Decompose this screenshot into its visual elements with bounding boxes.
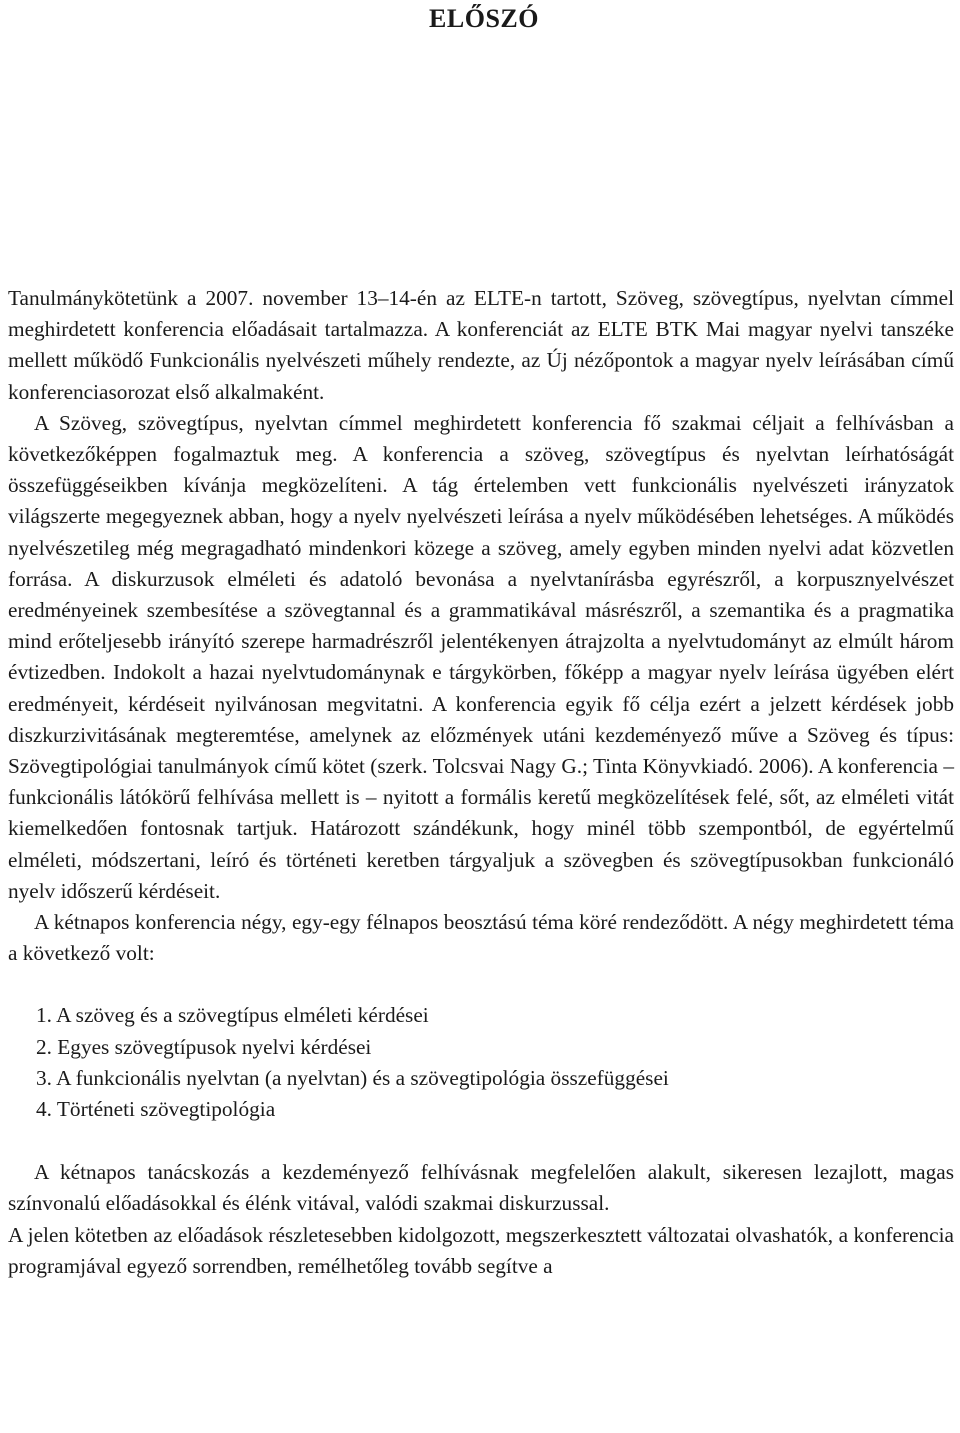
paragraph-intro: Tanulmánykötetünk a 2007. november 13–14-én az ELTE-n tartott, Szöveg, szövegtípus, nyelvtan címmel meghirdetett konferencia előadásait tartalmazza. A konferenciát az ELTE BTK Mai magyar nyelvi tanszéke mellett működő Funkcionális nyelvészeti műhely rendezte, az Új nézőpontok a magyar nyelv leírásában című konferenciasorozat első alkalmaként.	[8, 286, 954, 404]
list-item: 3. A funkcionális nyelvtan (a nyelvtan) és a szövegtipológia összefüggései	[36, 1065, 669, 1090]
paragraph-outcome: A kétnapos tanácskozás a kezdeményező felhívásnak megfelelően alakult, sikeresen lezajlott, magas színvonalú előadásokkal és élénk vitával, valódi szakmai diskurzussal.	[8, 1160, 954, 1216]
list-item: 4. Történeti szövegtipológia	[36, 1097, 276, 1122]
topic-list	[8, 1000, 954, 1125]
paragraph-goals: A Szöveg, szövegtípus, nyelvtan címmel meghirdetett konferencia fő szakmai céljait a felhívásban a következőképpen fogalmaztuk meg. A konferencia a szöveg, szövegtípus és nyelvtan leírhatóságát összefüggéseikben kívánja megközelíteni. A tág értelemben vett funkcionális nyelvészeti irányzatok világszerte megegyeznek abban, hogy a nyelv nyelvészeti leírása a nyelv működésében lehetséges. A működés nyelvészetileg még megragadható mindenkori közege a szöveg, amely egyben minden nyelvi adat közvetlen forrása. A diskurzusok elméleti és adatoló bevonása a nyelvtanírásba egyrészről, a korpusznyelvészet eredményeinek szembesítése a szövegtannal és a grammatikával másrészről, a szemantika és a pragmatika mind erőteljesebb irányító szerepe harmadrészről jelentékenyen átrajzolta a nyelvtudományt az elmúlt három évtizedben. Indokolt a hazai nyelvtudománynak e tárgykörben, főképp a magyar nyelv leírása ügyében elért eredményeit, kérdéseit nyilvánosan megvitatni. A konferencia egyik fő célja ezért a jelzett kérdések jobb diszkurzivitásának megteremtése, amelynek az előzmények utáni kezdeményező műve a Szöveg és típus: Szövegtipológiai tanulmányok című kötet (szerk. Tolcsvai Nagy G.; Tinta Könyvkiadó. 2006). A konferencia – funkcionális látókörű felhívása mellett is – nyitott a formális keretű megközelítések felé, sőt, az elméleti vitát kiemelkedően fontosnak tartjuk. Határozott szándékunk, hogy minél több szempontból, de egyértelmű elméleti, módszertani, leíró és történeti keretben tárgyaljuk a szövegben és szövegtípusokban funkcionáló nyelv időszerű kérdéseit.	[8, 410, 954, 903]
paragraph-volume: A jelen kötetben az előadások részletesebben kidolgozott, megszerkesztett változatai olvashatók, a konferencia programjával egyező sorrendben, remélhetőleg tovább segítve a	[8, 1222, 954, 1278]
paragraph-topics-intro: A kétnapos konferencia négy, egy-egy félnapos beosztású téma köré rendeződött. A négy meghirdetett téma a következő volt:	[8, 910, 954, 966]
body-text	[8, 283, 954, 1282]
page-title: ELŐSZÓ	[429, 4, 539, 33]
list-item: 1. A szöveg és a szövegtípus elméleti kérdései	[36, 1003, 429, 1028]
list-item: 2. Egyes szövegtípusok nyelvi kérdései	[36, 1034, 372, 1059]
document-page	[8, 0, 960, 1278]
